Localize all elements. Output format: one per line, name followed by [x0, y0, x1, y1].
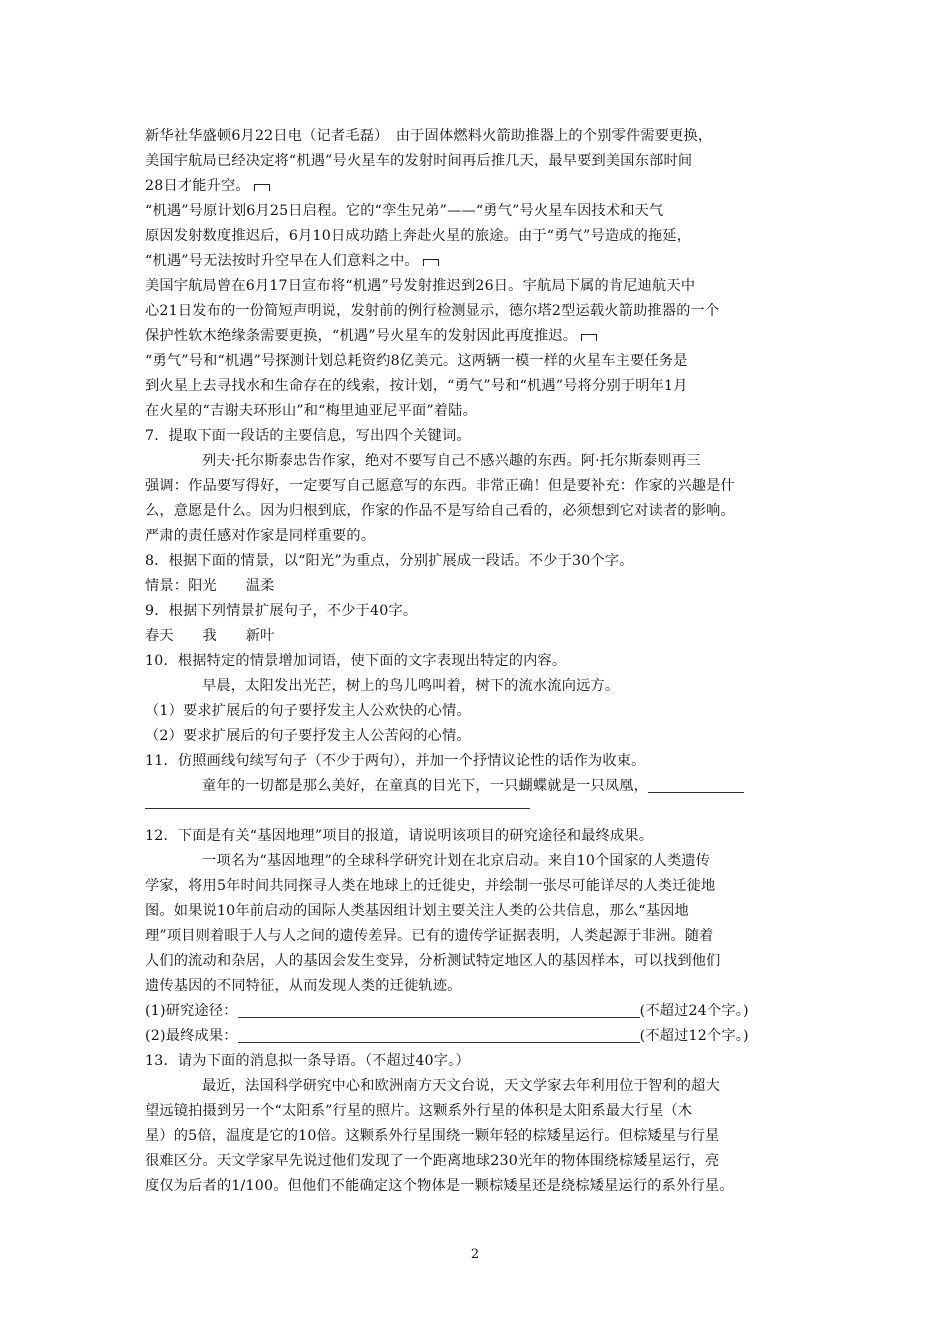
text-line: 严肃的责任感对作家是同样重要的。 — [145, 528, 376, 544]
news-paragraph-1 — [145, 124, 810, 199]
text-line: “勇气”号和“机遇”号探测计划总耗资约8亿美元。这两辆一模一样的火星车主要任务是 — [145, 353, 688, 369]
question-7-title: 7．提取下面一段话的主要信息，写出四个关键词。 — [145, 428, 471, 444]
text-line: 美国宇航局已经决定将“机遇”号火星车的发射时间再后推几天，最早要到美国东部时间 — [145, 153, 693, 169]
question-11-text: 童年的一切都是那么美好，在童真的目光下，一只蝴蝶就是一只凤凰， — [145, 774, 810, 799]
question-8-scene: 情景：阳光 温柔 — [145, 578, 275, 594]
question-8-title: 8．根据下面的情景，以“阳光”为重点，分别扩展成一段话。不少于30个字。 — [145, 553, 634, 569]
text-line: 度仅为后者的1/100。但他们不能确定这个物体是一颗棕矮星还是绕棕矮星运行的系外行星。 — [145, 1178, 734, 1194]
text-line: 强调：作品要写得好，一定要写自己愿意写的东西。非常正确！但是要补充：作家的兴趣是什 — [145, 478, 735, 494]
text-line: 保护性软木绝缘条需要更换，“机遇”号火星车的发射因此再度推迟。 — [145, 324, 810, 349]
question-9-words: 春天 我 新叶 — [145, 628, 275, 644]
text-line: 望远镜拍摄到另一个“太阳系”行星的照片。这颗系外行星的体积是太阳系最大行星（木 — [145, 1103, 693, 1119]
text-line: 人们的流动和杂居，人的基因会发生变异，分析测试特定地区人的基因样本，可以找到他们 — [145, 953, 721, 969]
text-line: 最近，法国科学研究中心和欧洲南方天文台说，天文学家去年利用位于智利的超大 — [202, 1078, 720, 1094]
text-line: 到火星上去寻找水和生命存在的线索，按计划，“勇气”号和“机遇”号将分别于明年1月 — [145, 378, 688, 394]
text-line: 原因发射数度推迟后，6月10日成功踏上奔赴火星的旅途。由于“勇气”号造成的拖延， — [145, 228, 692, 244]
question-10-text: 早晨，太阳发出光芒，树上的鸟儿鸣叫着，树下的流水流向远方。 — [202, 678, 620, 694]
text-line: 很难区分。天文学家早先说过他们发现了一个距离地球230光年的物体围绕棕矮星运行，亮 — [145, 1153, 720, 1169]
answer-2-line: (2)最终成果： (不超过12个字。) — [145, 1028, 749, 1044]
text-line: 图。如果说10年前启动的国际人类基因组计划主要关注人类的公共信息，那么“基因地 — [145, 903, 689, 919]
question-9-title: 9．根据下列情景扩展句子，不少于40字。 — [145, 603, 418, 619]
text-line: “机遇”号无法按时升空早在人们意料之中。 — [145, 249, 810, 274]
question-10-requirement-1: （1）要求扩展后的句子要抒发主人公欢快的心情。 — [145, 703, 471, 719]
question-10-requirement-2: （2）要求扩展后的句子要抒发主人公苦闷的心情。 — [145, 728, 471, 744]
news-paragraph-4 — [145, 349, 810, 424]
paragraph-break-mark-icon — [581, 334, 597, 341]
answer-2-blank[interactable] — [238, 1028, 640, 1043]
news-paragraph-3 — [145, 274, 810, 349]
page-number: 2 — [470, 1247, 480, 1262]
answer-1-blank[interactable] — [238, 1003, 640, 1018]
text-line: 新华社华盛顿6月22日电（记者毛磊） 由于固体燃料火箭助推器上的个别零件需要更换， — [145, 128, 713, 144]
paragraph-break-mark-icon — [423, 259, 439, 266]
question-11-title: 11．仿照画线句续写句子（不少于两句），并加一个抒情议论性的话作为收束。 — [145, 753, 646, 769]
text-line: 遗传基因的不同特征，从而发现人类的迁徙轨迹。 — [145, 978, 462, 994]
answer-blank[interactable] — [648, 778, 744, 793]
text-line: “机遇”号原计划6月25日启程。它的“孪生兄弟”——“勇气”号火星车因技术和天气 — [145, 203, 664, 219]
question-13-title: 13．请为下面的消息拟一条导语。（不超过40字。） — [145, 1053, 470, 1069]
document-body — [145, 124, 810, 1199]
text-line: 28日才能升空。 — [145, 174, 810, 199]
text-line: 在火星的“吉谢夫环形山”和“梅里迪亚尼平面”着陆。 — [145, 403, 477, 419]
text-line: 美国宇航局曾在6月17日宣布将“机遇”号发射推迟到26日。宇航局下属的肯尼迪航天中 — [145, 278, 696, 294]
text-line: 么，意愿是什么。因为归根到底，作家的作品不是写给自己看的，必须想到它对读者的影响。 — [145, 503, 735, 519]
question-12-title: 12．下面是有关“基因地理”项目的报道，请说明该项目的研究途径和最终成果。 — [145, 828, 654, 844]
paragraph-break-mark-icon — [254, 184, 270, 191]
text-line: 心21日发布的一份简短声明说，发射前的例行检测显示，德尔塔2型运载火箭助推器的一个 — [145, 303, 720, 319]
text-line: 列夫·托尔斯泰忠告作家，绝对不要写自己不感兴趣的东西。阿·托尔斯泰则再三 — [202, 453, 701, 469]
question-10-title: 10．根据特定的情景增加词语，使下面的文字表现出特定的内容。 — [145, 653, 567, 669]
answer-blank-line[interactable] — [145, 799, 810, 824]
text-line: 一项名为“基因地理”的全球科学研究计划在北京启动。来自10个国家的人类遗传 — [202, 853, 711, 869]
news-paragraph-2 — [145, 199, 810, 274]
text-line: 星）的5倍，温度是它的10倍。这颗系外行星围绕一颗年轻的棕矮星运行。但棕矮星与行星 — [145, 1128, 720, 1144]
text-line: 理”项目则着眼于人与人之间的遗传差异。已有的遗传学证据表明，人类起源于非洲。随着 — [145, 928, 714, 944]
text-line: 学家，将用5年时间共同探寻人类在地球上的迁徙史，并绘制一张尽可能详尽的人类迁徙地 — [145, 878, 716, 894]
answer-1-line: (1)研究途径： (不超过24个字。) — [145, 1003, 749, 1019]
